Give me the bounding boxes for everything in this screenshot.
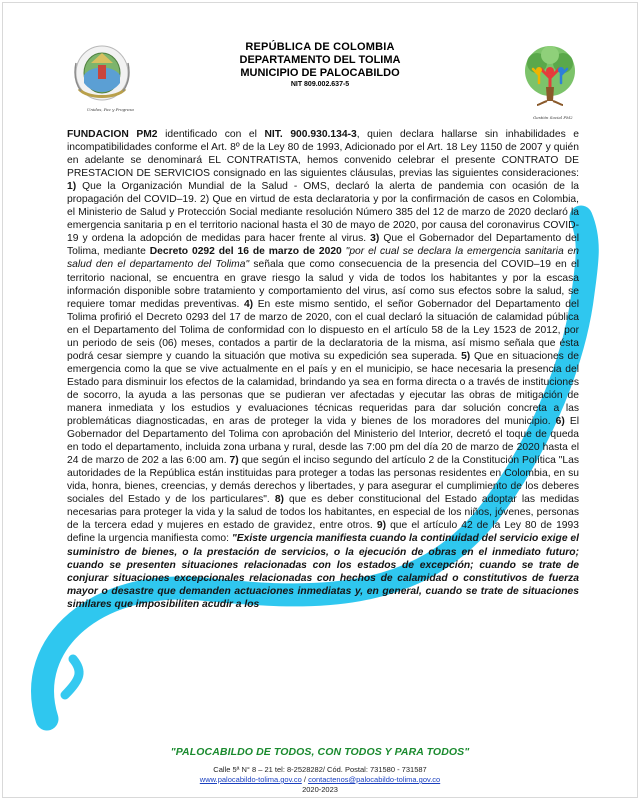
text-segment: El Gobernador del Departamento del Tolima con aprobación del Ministerio del Interior, decretó el toque de queda en todo el departamento, incluida zona urbana y rural, desde las 7:00 pm del día 20 de marzo de 2020 hasta el 24 de marzo de 202 a las 6:00 am. [67,416,579,467]
header-country: REPÚBLICA DE COLOMBIA [245,41,395,53]
letterhead [3,39,637,129]
footer-contact-line [3,775,637,784]
law-quote: "Existe urgencia manifiesta cuando la continuidad del servicio exige el suministro de bienes, o la prestación de servicios, o la ejecución de obras en el inmediato futuro; cuando se presenten situaciones relacionadas con los estados de excepción; cuando se trate de conjurar situaciones excepcionales relacionadas con hechos de calamidad o constitutivos de fuerza mayor o desastre que demanden actuaciones inmediatas y, en general, cuando se trate de situaciones similares que imposibiliten acudir a los [67,533,580,610]
clause-number: 6) [555,416,565,428]
footer-address: Calle 5ª N° 8 – 21 tel: 8-2528282/ Cód. Postal: 731580 - 731587 [213,765,427,774]
website-link[interactable]: www.palocabildo-tolima.gov.co [199,775,302,784]
text-segment: Que el Gobernador del Departamento del Tolima, mediante [67,233,579,258]
separator: / [301,775,309,784]
text-segment: que el artículo 42 de la Ley 80 de 1993 define la urgencia manifiesta como: [67,520,579,545]
header-nit: NIT 809.002.637-5 [290,81,350,88]
header-municipality: MUNICIPIO DE PALOCABILDO [240,67,400,79]
text-segment: que es deber constitucional del Estado adoptar las medidas necesarias para proteger la vida y la salud de todos los habitantes, en especial de los niños, jóvenes, personas de la tercera edad y mujeres en estado de gravidez, entre otros. [67,494,579,532]
header-department: DEPARTAMENTO DEL TOLIMA [239,54,401,66]
clause-number: 1) [67,181,77,193]
text-segment: En este mismo sentido, el señor Gobernador del Departamento del Tolima profirió el Decreto 0293 del 17 de marzo de 2020, con el cual declaró la situación de calamidad pública en el Departamento del Tolima de conformidad con lo dispuesto en el artículo 58 de la Ley 1523 de 2012, por un periodo de seis (06) meses, contados a partir de la declaratoria de la misma, así mismo señala que ésta podrá cesar siempre y cuando la situación que motiva su expedición sea superada. [67,298,579,362]
left-logo-caption: Unidos, Paz y Progreso [87,107,134,112]
pm2-foundation-tree-logo-icon [519,43,581,113]
text-segment: Que la Organización Mundial de la Salud - OMS, declaró la alerta de pandemia con ocasión de la propagación del COVID–19. 2) Que en virtud de esta declaratoria y por la confirmación de casos en Colombia, el Ministerio de Salud y Protección Social mediante resolución Número 385 del 12 de marzo de 2020 declaró la emergencia sanitaria p en el territorio nacional hasta el 30 de mayo de 2020, por causa del coronavirus COVID-19 y ordena la adopción de medidas para hacer frente al virus. [67,181,579,245]
clause-number: 3) [370,233,380,245]
contractor-nit: NIT. 900.930.134-3 [264,129,357,140]
clause-number: 9) [376,520,386,532]
footer-years: 2020-2023 [302,785,338,794]
footer-slogan: "PALOCABILDO DE TODOS, CON TODOS Y PARA TODOS" [170,746,470,758]
right-logo-caption: Gestión Social PM2 [533,115,573,120]
clause-number: 8) [274,494,284,506]
clause-number: 7) [229,455,239,467]
contractor-name: FUNDACION PM2 [67,129,158,140]
text-segment: , quien declara hallarse sin inhabilidades e incompatibilidades conforme el Art. 8º de la Ley 80 de 1993, Adicionado por el Art. 18 Ley 1150 de 2007 y quién en adelante se denominará EL CONTRATISTA, hemos convenido celebrar el presente CONTRATO DE PRESTACION DE SERVICIOS consignado en las siguientes cláusulas, previas las siguientes consideraciones: [67,129,580,180]
decree-reference: Decreto 0292 del 16 de marzo de 2020 [149,246,342,258]
clause-number: 5) [461,350,471,362]
text-segment: Que en situaciones de emergencia como la que se vive actualmente en el país y en el municipio, se hace necesaria la presencia del Estado para disminuir los efectos de la calamidad, brindando ya sea en forma directa o a través de instituciones de socorro, la ayuda a las personas que se pudieran ver afectadas y ejecutar las obras de mitigación de manera inmediata y los estudios y evaluaciones técnicas requeridas para dar solución concreta a las problemáticas diagnosticadas, en aras de proteger la vida y bienes de los moradores del municipio. [67,350,579,428]
text-segment: que según el inciso segundo del artículo 2 de la Constitución Política "Las autoridades de la República están instituidas para proteger a todas las personas residentes en Colombia, en su vida, honra, bienes, creencias, y demás derechos y libertades, y para asegurar el cumplimiento de los deberes sociales del Estado y de los particulares". [67,455,579,506]
email-link[interactable]: contactenos@palocabildo-tolima.gov.co [308,775,441,784]
contract-body-text [67,128,579,611]
decree-title: "por el cual se declara la emergencia sanitaria en salud den el departamento del Tolima" [67,246,580,271]
document-page [2,2,638,798]
text-segment: identificado con el [157,129,265,140]
clause-number: 4) [243,298,254,310]
text-segment: señala que como consecuencia de la presencia del COVID–19 en el territorio nacional, se encuentra en grave riesgo la salud y vida de todos los habitantes y por la escasa información disponible sobre tratamiento y comportamiento del virus, así como sus efectos sobre la salud, se requiere tomar medidas preventivas. [67,259,579,310]
